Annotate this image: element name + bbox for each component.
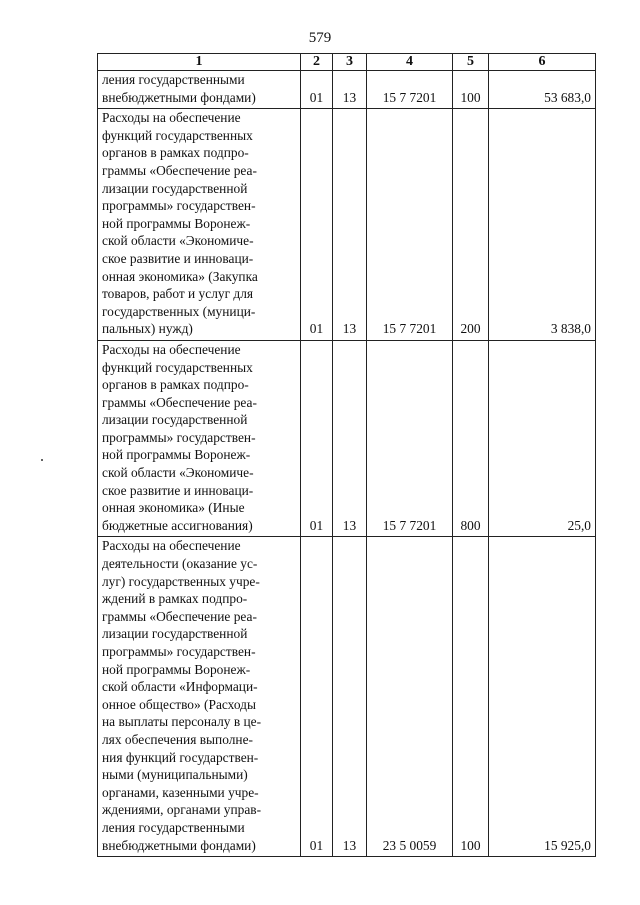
row-expense-type: 800 — [453, 340, 489, 537]
row-subsection: 13 — [333, 109, 367, 341]
header-col-6: 6 — [489, 54, 596, 71]
row-section: 01 — [301, 340, 333, 537]
row-amount: 3 838,0 — [489, 109, 596, 341]
header-col-4: 4 — [367, 54, 453, 71]
row-section: 01 — [301, 71, 333, 109]
stray-dot-mark — [41, 459, 43, 461]
row-expense-type: 100 — [453, 537, 489, 857]
row-description: ления государственными внебюджетными фондами) — [98, 71, 301, 109]
row-target-item: 15 7 7201 — [367, 109, 453, 341]
row-subsection: 13 — [333, 71, 367, 109]
table-row — [98, 71, 596, 109]
row-amount: 53 683,0 — [489, 71, 596, 109]
row-subsection: 13 — [333, 340, 367, 537]
row-expense-type: 200 — [453, 109, 489, 341]
table-body — [98, 71, 596, 857]
table-row — [98, 109, 596, 341]
page-number: 579 — [308, 30, 332, 46]
row-section: 01 — [301, 109, 333, 341]
row-section: 01 — [301, 537, 333, 857]
row-description: Расходы на обеспечение деятельности (оказание ус- луг) государственных учре- ждений в рамках подпро- граммы «Обеспечение реа- лизации государственной программы» государствен- ной программы Воронеж- ской области «Информаци- онное общество» (Расходы на выплаты персоналу в це- лях обеспечения выполне- ния функций государствен- ными (муниципальными) органами, казенными учре- ждениями, органами управ- ления государственными внебюджетными фондами) — [98, 537, 301, 857]
row-description: Расходы на обеспечение функций государственных органов в рамках подпро- граммы «Обеспечение реа- лизации государственной программы» государствен- ной программы Воронеж- ской области «Экономиче- ское развитие и инноваци- онная экономика» (Закупка товаров, работ и услуг для государственных (муници- пальных) нужд) — [98, 109, 301, 341]
header-row — [98, 54, 596, 71]
header-col-5: 5 — [453, 54, 489, 71]
header-col-3: 3 — [333, 54, 367, 71]
table-row — [98, 537, 596, 857]
row-amount: 25,0 — [489, 340, 596, 537]
budget-table — [97, 53, 596, 857]
table-header — [98, 54, 596, 71]
table-row — [98, 340, 596, 537]
row-description: Расходы на обеспечение функций государственных органов в рамках подпро- граммы «Обеспечение реа- лизации государственной программы» государствен- ной программы Воронеж- ской области «Экономиче- ское развитие и инноваци- онная экономика» (Иные бюджетные ассигнования) — [98, 340, 301, 537]
row-amount: 15 925,0 — [489, 537, 596, 857]
row-subsection: 13 — [333, 537, 367, 857]
row-target-item: 15 7 7201 — [367, 340, 453, 537]
row-target-item: 23 5 0059 — [367, 537, 453, 857]
row-expense-type: 100 — [453, 71, 489, 109]
header-col-2: 2 — [301, 54, 333, 71]
row-target-item: 15 7 7201 — [367, 71, 453, 109]
header-col-1: 1 — [98, 54, 301, 71]
